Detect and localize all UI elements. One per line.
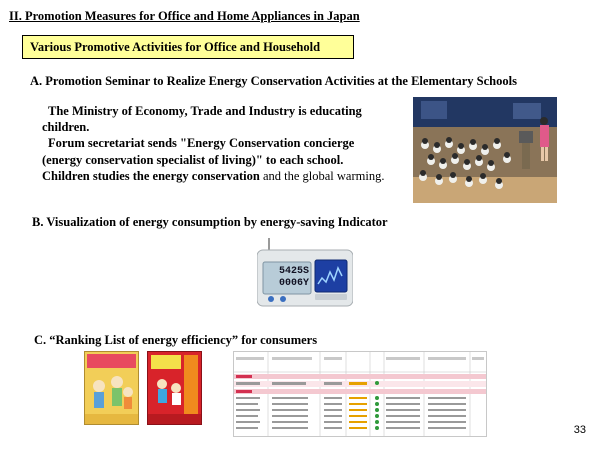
section-a-paragraph-2 [42,135,387,184]
section-c-heading: C. “Ranking List of energy efficiency” for consumers [34,333,318,347]
classroom-illustration [413,97,557,203]
energy-catalog-book-red [147,351,202,425]
section-a-paragraph-2-start: Forum secretariat sends "Energy Conservation concierge (energy conservation specialist of living)" to each school. Children studies the energy conservation [42,136,355,183]
page-number: 33 [573,424,586,436]
section-a-paragraph-2-end: and the global warming. [262,168,385,183]
catalog-cover-art-red [148,352,201,424]
energy-catalog-book-yellow [84,351,139,425]
section-a-body [42,103,387,184]
seminar-classroom-photo [413,97,557,203]
catalog-cover-art-yellow [85,352,138,424]
device-display-bottom: 0006Y [278,278,309,289]
section-a-heading: A. Promotion Seminar to Realize Energy Conservation Activities at the Elementary Schools [30,74,517,88]
energy-efficiency-ranking-table [233,351,487,437]
device-display-top: 5425S [278,266,309,277]
energy-saving-indicator-device [257,238,353,308]
slide-title: II. Promotion Measures for Office and Home Appliances in Japan [9,9,360,23]
section-banner: Various Promotive Activities for Office and Household [22,35,354,59]
section-b-heading: B. Visualization of energy consumption by energy-saving Indicator [32,215,388,229]
ranking-table-thumbnail [234,352,486,436]
section-a-paragraph-1: The Ministry of Economy, Trade and Industry is educating children. [42,104,362,135]
